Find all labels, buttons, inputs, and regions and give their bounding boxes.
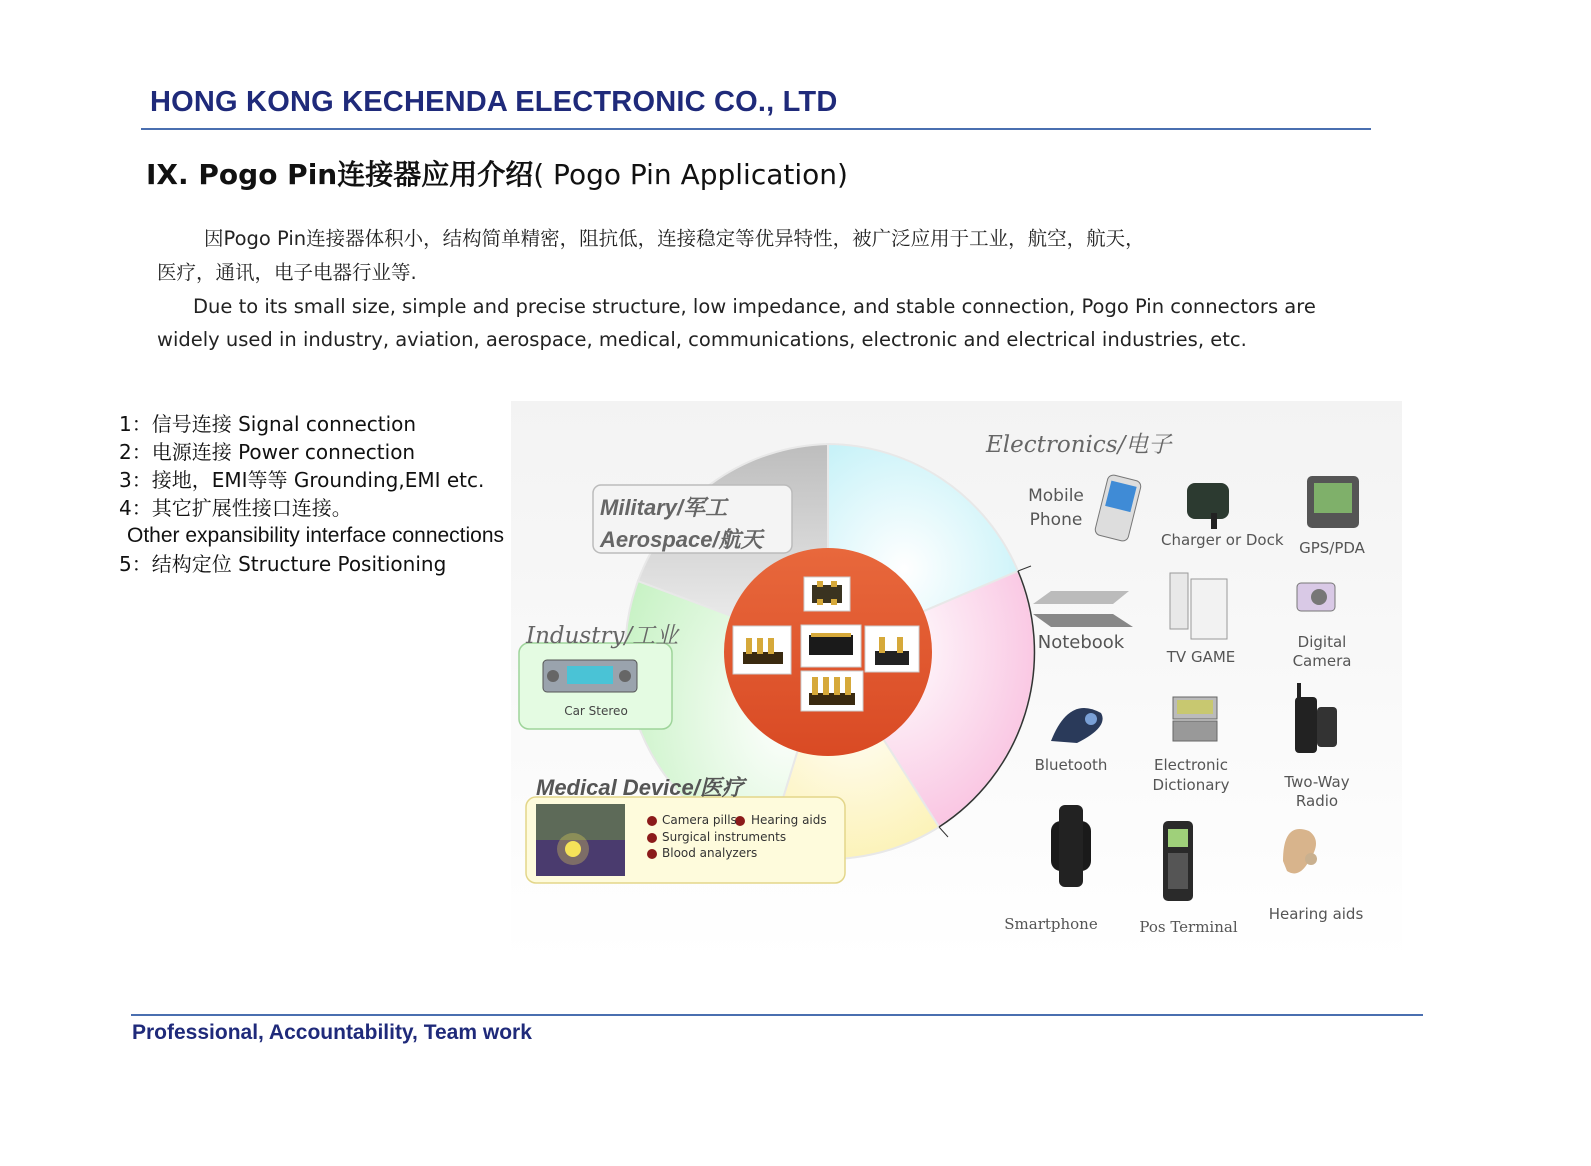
gps-label: GPS/PDA — [1299, 539, 1365, 557]
company-name: HONG KONG KECHENDA ELECTRONIC CO., LTD — [150, 86, 838, 118]
dictionary-label-2: Dictionary — [1152, 776, 1230, 794]
medical-label: Medical Device/医疗 — [536, 775, 744, 800]
pos-terminal-icon — [1163, 821, 1193, 901]
application-item-1: 1：信号连接 Signal connection — [119, 412, 417, 436]
medical-item-hearing-aids: Hearing aids — [751, 813, 827, 827]
medical-item-blood: Blood analyzers — [662, 846, 758, 860]
mobile-phone-icon — [1094, 474, 1142, 542]
industry-label: Industry/工业 — [526, 623, 679, 649]
military-label: Military/军工 — [600, 495, 728, 520]
bluetooth-label: Bluetooth — [1034, 756, 1108, 774]
radio-label-1: Two-Way — [1284, 773, 1350, 791]
intro-english-line-2: widely used in industry, aviation, aerospace, medical, communications, electronic and electrical industries, etc. — [157, 328, 1247, 351]
section-title-bold: IX. Pogo Pin连接器应用介绍 — [146, 158, 534, 191]
section-title — [146, 153, 848, 193]
car-stereo-label: Car Stereo — [564, 704, 628, 718]
two-way-radio-icon — [1295, 683, 1337, 753]
tv-game-icon — [1170, 573, 1227, 639]
pogo-pin-icon — [801, 625, 861, 667]
mobile-phone-label-1: Mobile — [1028, 486, 1084, 506]
dictionary-label-1: Electronic — [1154, 756, 1228, 774]
application-item-4: 4：其它扩展性接口连接。 — [119, 496, 352, 520]
smartwatch-icon — [1051, 805, 1091, 887]
medical-item-camera-pills: Camera pills — [662, 813, 737, 827]
intro-english-line-1: Due to its small size, simple and precise structure, low impedance, and stable connection, Pogo Pin connectors are — [193, 295, 1316, 318]
digital-camera-icon — [1297, 583, 1335, 611]
pogo-pin-icon — [733, 626, 791, 674]
charger-label: Charger or Dock — [1161, 531, 1284, 549]
hearing-aid-icon — [1283, 829, 1317, 873]
notebook-label: Notebook — [1037, 632, 1125, 653]
pogo-pin-icon — [865, 626, 919, 672]
charger-icon — [1187, 483, 1229, 529]
car-stereo-icon — [543, 660, 637, 692]
application-diagram — [511, 401, 1402, 962]
section-title-english: ( Pogo Pin Application) — [533, 158, 848, 191]
notebook-icon — [1033, 591, 1133, 627]
footer-rule — [131, 1014, 1423, 1016]
smartphone-label: Smartphone — [1004, 915, 1098, 933]
footer-slogan: Professional, Accountability, Team work — [132, 1021, 532, 1044]
intro-chinese-line-1: 因Pogo Pin连接器体积小，结构简单精密，阻抗低，连接稳定等优异特性，被广泛应用于工业，航空，航天， — [204, 227, 1145, 250]
application-item-5: 5：结构定位 Structure Positioning — [119, 552, 447, 576]
application-item-4-english: Other expansibility interface connections — [127, 524, 505, 547]
application-item-3: 3：接地，EMI等等 Grounding,EMI etc. — [119, 468, 485, 492]
pos-terminal-label: Pos Terminal — [1139, 918, 1238, 936]
bullet-icon — [647, 833, 657, 843]
intro-chinese-line-2: 医疗，通讯，电子电器行业等. — [157, 261, 417, 284]
header-rule — [141, 128, 1371, 130]
digital-camera-label-1: Digital — [1297, 633, 1347, 651]
digital-camera-label-2: Camera — [1292, 652, 1352, 670]
dictionary-icon — [1173, 697, 1217, 741]
bullet-icon — [647, 849, 657, 859]
pogo-pin-icon — [801, 671, 863, 711]
bluetooth-icon — [1051, 708, 1103, 743]
medical-item-surgical: Surgical instruments — [662, 830, 787, 844]
aerospace-label: Aerospace/航天 — [600, 527, 763, 552]
bullet-icon — [647, 816, 657, 826]
pogo-pin-icon — [804, 577, 850, 611]
application-item-2: 2：电源连接 Power connection — [119, 440, 416, 464]
mobile-phone-label-2: Phone — [1029, 510, 1083, 530]
application-diagram-svg — [511, 401, 1402, 962]
medical-photo — [536, 804, 625, 876]
gps-icon — [1307, 476, 1359, 528]
radio-label-2: Radio — [1295, 792, 1339, 810]
electronics-label: Electronics/电子 — [986, 432, 1172, 458]
hearing-aids-label: Hearing aids — [1268, 905, 1364, 923]
tv-game-label: TV GAME — [1166, 648, 1236, 666]
